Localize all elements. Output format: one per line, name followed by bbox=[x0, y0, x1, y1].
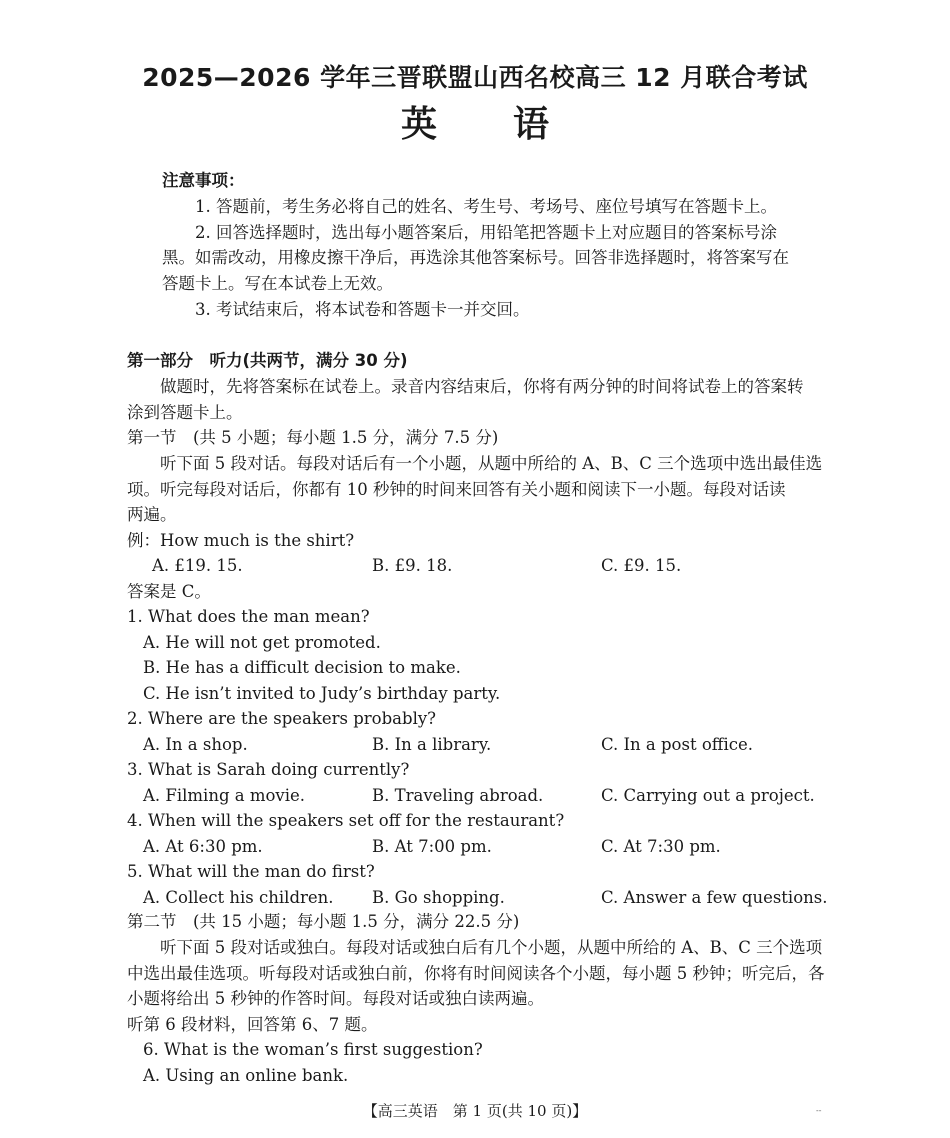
question-1-option-c: C. He isn’t invited to Judy’s birthday party. bbox=[143, 684, 501, 703]
section1-heading: 第一节 (共 5 小题；每小题 1.5 分，满分 7.5 分) bbox=[127, 428, 499, 447]
notice-heading: 注意事项： bbox=[162, 171, 245, 190]
part1-intro: 涂到答题卡上。 bbox=[127, 403, 243, 422]
question-4: 4. When will the speakers set off for the restaurant? bbox=[127, 811, 565, 830]
question-2-option-a: A. In a shop. bbox=[143, 735, 248, 754]
part1-intro: 做题时，先将答案标在试卷上。录音内容结束后，你将有两分钟的时间将试卷上的答案转 bbox=[160, 377, 804, 396]
question-1: 1. What does the man mean? bbox=[127, 607, 370, 626]
question-2: 2. Where are the speakers probably? bbox=[127, 709, 437, 728]
subject-char-2: 语 bbox=[513, 104, 550, 145]
question-6: 6. What is the woman’s first suggestion? bbox=[143, 1040, 483, 1059]
question-1-option-a: A. He will not get promoted. bbox=[143, 633, 381, 652]
question-3-option-c: C. Carrying out a project. bbox=[601, 786, 815, 805]
section1-intro: 听下面 5 段对话。每段对话后有一个小题，从题中所给的 A、B、C 三个选项中选出最佳选 bbox=[160, 454, 823, 473]
notice-item: 黑。如需改动，用橡皮擦干净后，再选涂其他答案标号。回答非选择题时，将答案写在 bbox=[162, 248, 789, 267]
example-answer: 答案是 C。 bbox=[127, 582, 211, 601]
question-4-option-b: B. At 7:00 pm. bbox=[372, 837, 492, 856]
question-5: 5. What will the man do first? bbox=[127, 862, 375, 881]
question-1-option-b: B. He has a difficult decision to make. bbox=[143, 658, 461, 677]
notice-item: 1. 答题前，考生务必将自己的姓名、考生号、考场号、座位号填写在答题卡上。 bbox=[195, 197, 777, 216]
section2-intro: 小题将给出 5 秒钟的作答时间。每段对话或独白读两遍。 bbox=[127, 989, 544, 1008]
example-option-b: B. £9. 18. bbox=[372, 556, 453, 575]
notice-item: 答题卡上。写在本试卷上无效。 bbox=[162, 274, 393, 293]
question-3-option-a: A. Filming a movie. bbox=[143, 786, 306, 805]
question-2-option-c: C. In a post office. bbox=[601, 735, 754, 754]
question-5-option-b: B. Go shopping. bbox=[372, 888, 505, 907]
section2-intro: 中选出最佳选项。听每段对话或独白前，你将有时间阅读各个小题，每小题 5 秒钟；听完后，各 bbox=[127, 964, 825, 983]
subject-title bbox=[0, 96, 950, 147]
corner-mark: -- bbox=[816, 1106, 822, 1115]
subject-char-1: 英 bbox=[400, 104, 437, 145]
question-6-option-a: A. Using an online bank. bbox=[143, 1066, 349, 1085]
question-3-option-b: B. Traveling abroad. bbox=[372, 786, 544, 805]
question-5-option-a: A. Collect his children. bbox=[143, 888, 334, 907]
material-instruction: 听第 6 段材料，回答第 6、7 题。 bbox=[127, 1015, 378, 1034]
question-4-option-a: A. At 6:30 pm. bbox=[143, 837, 263, 856]
page-footer: 【高三英语 第 1 页(共 10 页)】 bbox=[362, 1102, 588, 1120]
question-4-option-c: C. At 7:30 pm. bbox=[601, 837, 721, 856]
part1-heading: 第一部分 听力(共两节，满分 30 分) bbox=[127, 351, 408, 370]
exam-title: 2025—2026 学年三晋联盟山西名校高三 12 月联合考试 bbox=[142, 63, 808, 92]
example-question: 例：How much is the shirt? bbox=[127, 531, 355, 550]
example-option-c: C. £9. 15. bbox=[601, 556, 682, 575]
section2-intro: 听下面 5 段对话或独白。每段对话或独白后有几个小题，从题中所给的 A、B、C 三个选项 bbox=[160, 938, 823, 957]
notice-item: 3. 考试结束后，将本试卷和答题卡一并交回。 bbox=[195, 300, 530, 319]
question-5-option-c: C. Answer a few questions. bbox=[601, 888, 828, 907]
section1-intro: 两遍。 bbox=[127, 505, 177, 524]
notice-item: 2. 回答选择题时，选出每小题答案后，用铅笔把答题卡上对应题目的答案标号涂 bbox=[195, 223, 777, 242]
section2-heading: 第二节 (共 15 小题；每小题 1.5 分，满分 22.5 分) bbox=[127, 912, 520, 931]
example-option-a: A. £19. 15. bbox=[152, 556, 243, 575]
question-3: 3. What is Sarah doing currently? bbox=[127, 760, 410, 779]
question-2-option-b: B. In a library. bbox=[372, 735, 492, 754]
section1-intro: 项。听完每段对话后，你都有 10 秒钟的时间来回答有关小题和阅读下一小题。每段对话读 bbox=[127, 480, 786, 499]
